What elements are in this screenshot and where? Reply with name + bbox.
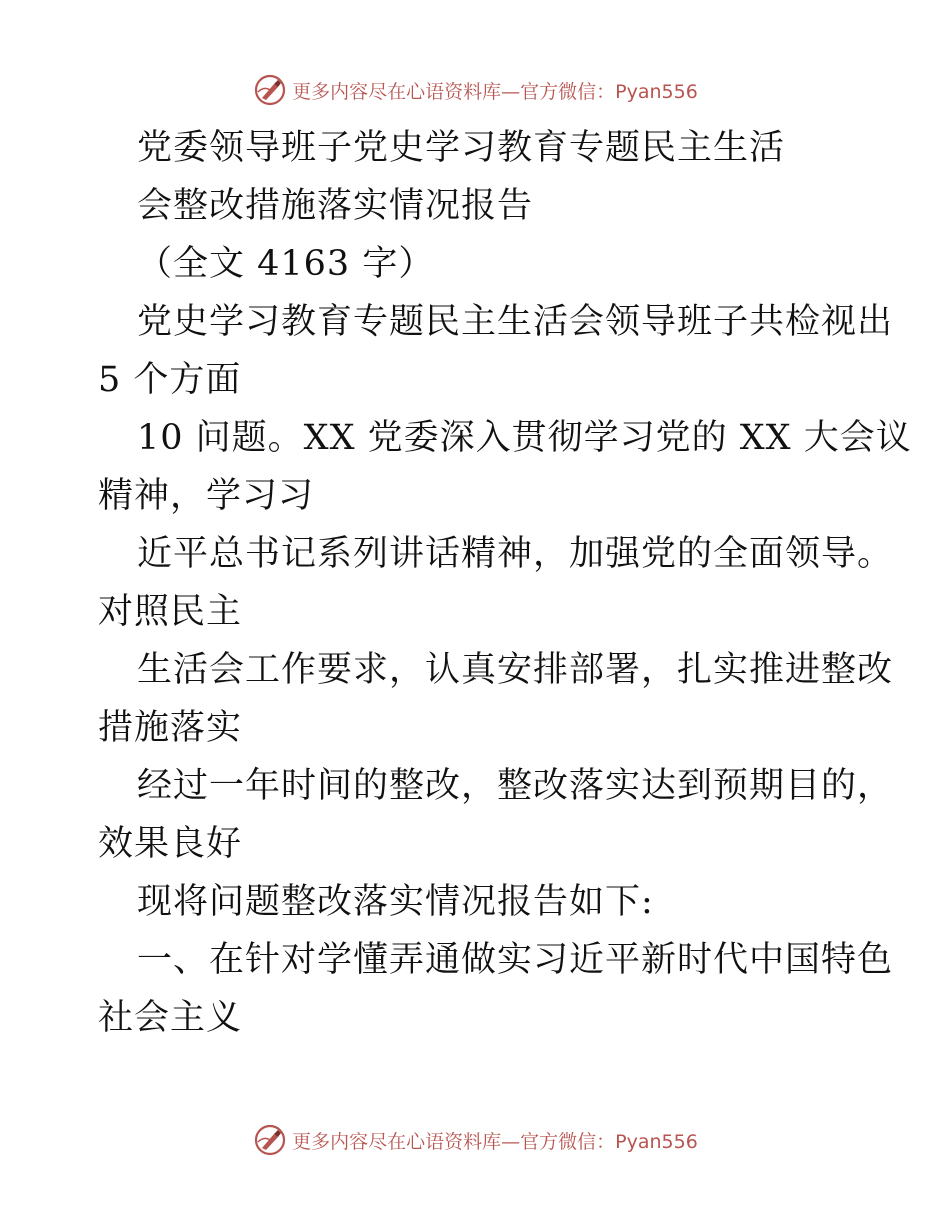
watermark-text: 更多内容尽在心语资料库—官方微信：Pyan556	[292, 1130, 698, 1153]
body-line: 效果良好	[98, 824, 243, 864]
body-line: 5 个方面	[98, 360, 242, 400]
word-count: （全文 4163 字）	[137, 244, 435, 284]
doc-title-line-1: 党委领导班子党史学习教育专题民主生活	[137, 128, 786, 168]
body-line: 精神，学习习	[98, 476, 315, 516]
doc-title-line-2: 会整改措施落实情况报告	[137, 186, 534, 226]
header-watermark	[0, 70, 950, 110]
body-line: 近平总书记系列讲话精神，加强党的全面领导。	[137, 534, 894, 574]
body-line: 一、在针对学懂弄通做实习近平新时代中国特色	[137, 940, 894, 980]
footer-watermark	[0, 1120, 950, 1160]
body-line: 措施落实	[98, 708, 243, 748]
body-line: 生活会工作要求，认真安排部署，扎实推进整改	[137, 650, 894, 690]
body-line: 经过一年时间的整改，整改落实达到预期目的，	[137, 766, 894, 806]
body-line: 党史学习教育专题民主生活会领导班子共检视出	[137, 302, 894, 342]
watermark-text: 更多内容尽在心语资料库—官方微信：Pyan556	[292, 80, 698, 103]
body-line: 对照民主	[98, 592, 243, 632]
pen-logo-icon	[252, 72, 288, 108]
body-line: 社会主义	[98, 998, 243, 1038]
body-line: 10 问题。XX 党委深入贯彻学习党的 XX 大会议	[137, 418, 912, 458]
pen-logo-icon	[252, 1122, 288, 1158]
body-line: 现将问题整改落实情况报告如下:	[137, 882, 654, 922]
